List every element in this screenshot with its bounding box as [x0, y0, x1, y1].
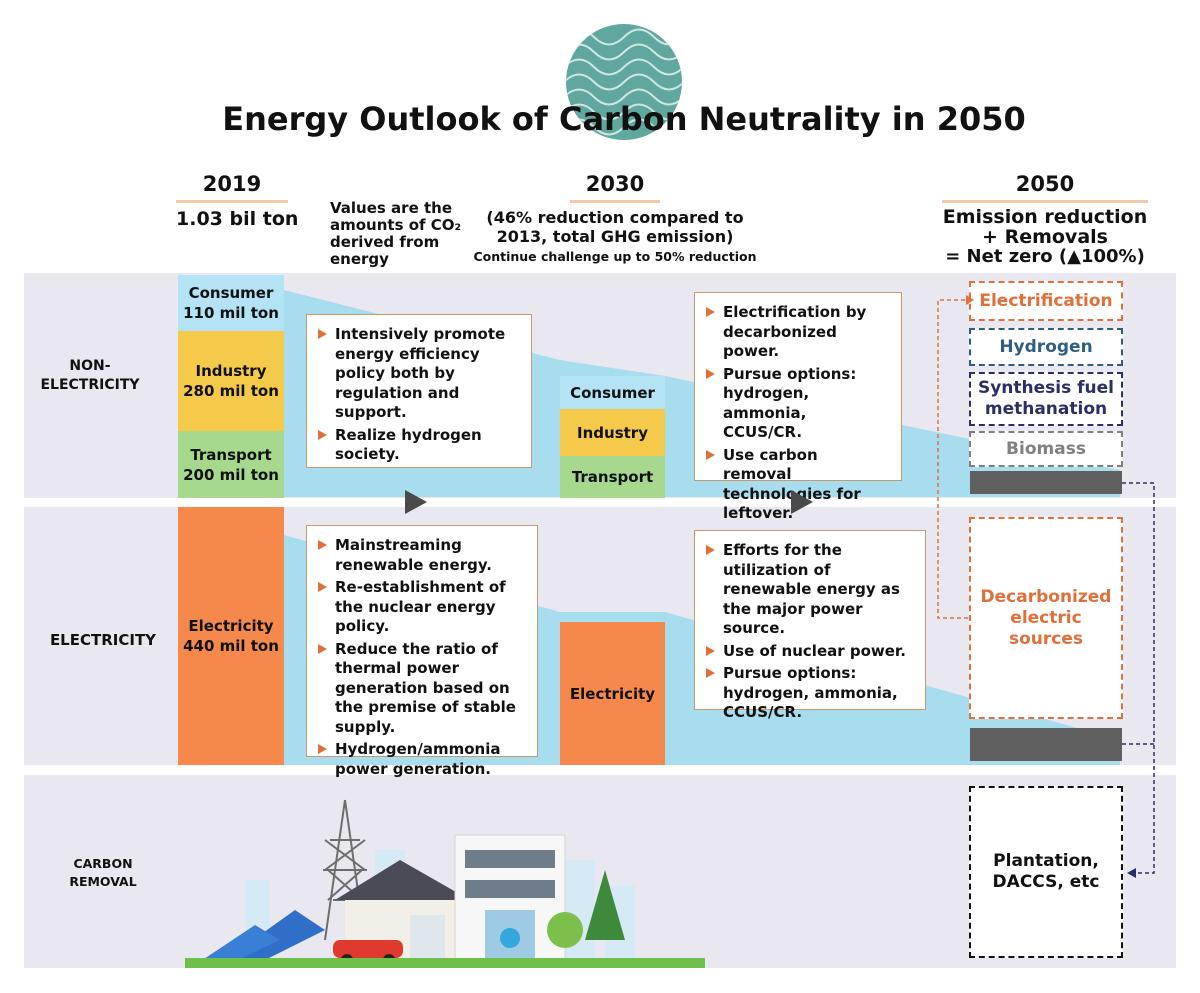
arrow-head-icon: [966, 295, 974, 305]
item-line: electric sources: [1008, 607, 1083, 649]
row-label-line: ELECTRICITY: [40, 377, 140, 393]
block-value: 280 mil ton: [183, 382, 279, 400]
block-value: 200 mil ton: [183, 465, 279, 484]
year-2030: 2030: [570, 172, 660, 203]
policy-item: Hydrogen/ammonia power generation.: [317, 740, 525, 779]
decarbonized-to-electrification-connector: [938, 300, 968, 618]
year-2050: 2050: [942, 172, 1148, 203]
electricity-2030-block: Electricity: [560, 622, 665, 765]
hydrogen-item: Hydrogen: [969, 328, 1123, 366]
consumer-2030-block: Consumer: [560, 376, 665, 409]
block-name: Electricity: [188, 617, 274, 635]
row-label-electricity: ELECTRICITY: [49, 631, 157, 649]
note-line: amounts of CO₂: [330, 216, 462, 234]
policy-item: Pursue options: hydrogen, ammonia, CCUS/CR.: [705, 664, 913, 723]
note-line: energy: [330, 250, 389, 268]
emission-reduction: Emission reduction: [942, 206, 1148, 228]
block-name: Consumer: [188, 284, 274, 302]
policy-item: Pursue options: hydrogen, ammonia, CCUS/CR.: [705, 365, 889, 443]
total-2019: 1.03 bil ton: [176, 208, 299, 230]
policy-item: Intensively promote energy efficiency policy both by regulation and support.: [317, 325, 519, 423]
note-line: derived from: [330, 233, 440, 251]
policy-item: Use carbon removal technologies for leftover.: [705, 446, 889, 524]
net-zero: = Net zero (▲100%): [945, 246, 1145, 267]
electrification-item: Electrification: [969, 281, 1123, 321]
challenge-2030: Continue challenge up to 50% reduction: [473, 249, 757, 264]
block-value: 440 mil ton: [183, 637, 279, 655]
biomass-item: Biomass: [969, 431, 1123, 467]
page-title: Energy Outlook of Carbon Neutrality in 2050: [222, 100, 1026, 138]
item-line: DACCS, etc: [992, 872, 1100, 892]
policy-item: Reduce the ratio of thermal power generation based on the premise of stable supply.: [317, 640, 525, 738]
tree-icon: [547, 912, 583, 948]
green-city-illustration: [185, 790, 705, 970]
industry-2030-block: Industry: [560, 409, 665, 456]
policy-item: Realize hydrogen society.: [317, 426, 519, 465]
block-name: Industry: [195, 362, 267, 380]
reduction-2030: (46% reduction compared to: [486, 208, 744, 227]
transport-2030-block: Transport: [560, 456, 665, 498]
removals: + Removals: [982, 226, 1108, 248]
policy-item: Mainstreaming renewable energy.: [317, 536, 525, 575]
arrow-head-icon: [1127, 868, 1136, 878]
item-line: methanation: [984, 399, 1108, 419]
item-line: Synthesis fuel: [977, 378, 1115, 398]
row-label-line: NON-: [69, 358, 111, 374]
ground: [185, 958, 705, 968]
block-name: Transport: [190, 445, 272, 464]
reduction-2030-ghg: 2013, total GHG emission): [496, 227, 734, 246]
policy-item: Electrification by decarbonized power.: [705, 303, 889, 362]
residual-to-removal-connector: [1122, 483, 1154, 873]
note-line: Values are the: [330, 199, 452, 217]
row-label-line: CARBON: [73, 856, 133, 871]
policy-item: Use of nuclear power.: [705, 642, 913, 662]
block-value: 110 mil ton: [183, 304, 279, 322]
item-line: Decarbonized: [980, 586, 1112, 607]
policy-item: Re-establishment of the nuclear energy policy.: [317, 578, 525, 637]
year-2019: 2019: [176, 172, 288, 203]
item-line: Plantation,: [993, 851, 1099, 871]
policy-item: Efforts for the utilization of renewable energy as the major power source.: [705, 541, 913, 639]
row-label-line: REMOVAL: [69, 874, 137, 889]
